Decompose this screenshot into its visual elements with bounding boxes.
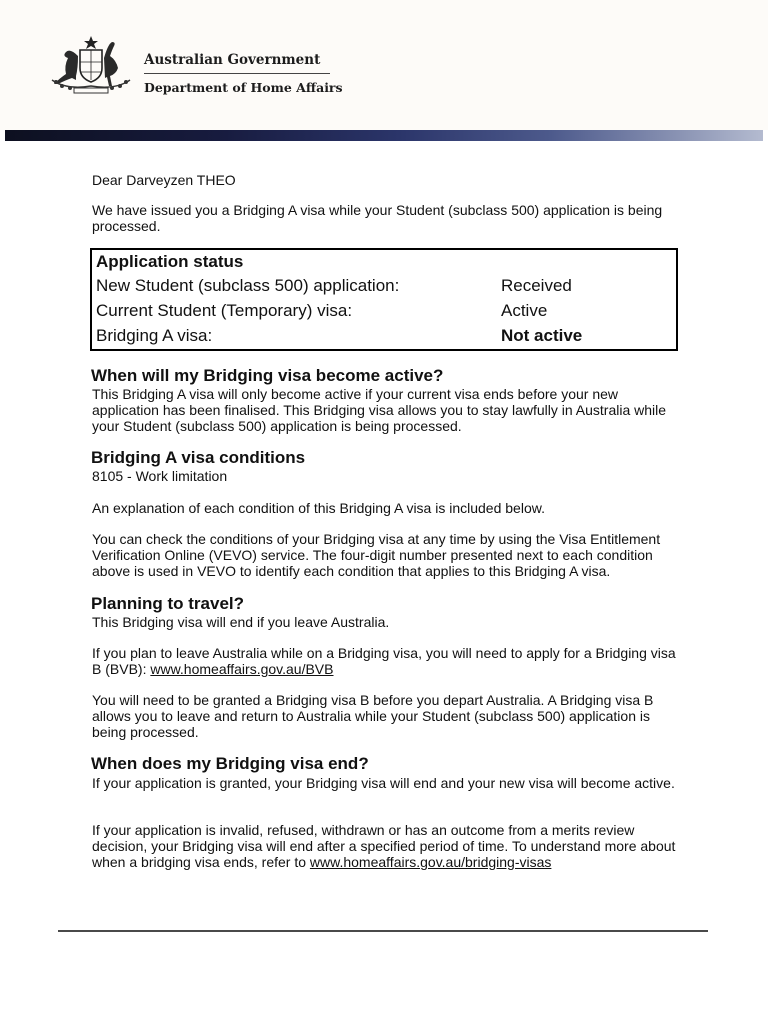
application-status-table: [90, 248, 678, 351]
vevo-paragraph: You can check the conditions of your Bridging visa at any time by using the Visa Entitlement Verification Online (VEVO) service. The four-digit number presented next to each condition above is used in VEVO to identify each condition that applies to this Bridging A visa.: [92, 531, 661, 579]
end-paragraph-2-text: If your application is invalid, refused, withdrawn or has an outcome from a merits review decision, your Bridging visa will end after a specified period of time. To understand more about when a bridging visa ends, refer to: [92, 822, 676, 870]
status-label-new-application: New Student (subclass 500) application:: [96, 276, 400, 295]
end-paragraph-2: [92, 822, 682, 870]
status-title: Application status: [96, 252, 244, 271]
greeting: Dear Darveyzen THEO: [92, 172, 236, 188]
coat-of-arms-icon: [46, 34, 136, 96]
bvb-link[interactable]: www.homeaffairs.gov.au/BVB: [150, 661, 334, 677]
travel-paragraph-1: This Bridging visa will end if you leave Australia.: [92, 614, 390, 630]
government-name: Australian Government: [144, 52, 321, 68]
heading-visa-conditions: Bridging A visa conditions: [91, 448, 306, 467]
travel-paragraph-2: [92, 645, 682, 677]
heading-become-active: When will my Bridging visa become active?: [91, 366, 444, 385]
status-value-current-visa: Active: [501, 301, 548, 320]
header-banner: [5, 130, 763, 141]
heading-planning-travel: Planning to travel?: [91, 594, 245, 613]
department-name: Department of Home Affairs: [144, 80, 343, 95]
intro-paragraph: We have issued you a Bridging A visa while your Student (subclass 500) application is being processed.: [92, 202, 663, 234]
bridging-visas-link[interactable]: www.homeaffairs.gov.au/bridging-visas: [309, 854, 552, 870]
status-label-current-visa: Current Student (Temporary) visa:: [96, 301, 353, 320]
active-paragraph: This Bridging A visa will only become active if your current visa ends before your new application has been finalised. This Bridging visa allows you to stay lawfully in Australia while your Student (subclass 500) application is being processed.: [92, 386, 667, 434]
letterhead: [0, 0, 768, 130]
heading-visa-end: When does my Bridging visa end?: [91, 754, 369, 773]
status-value-new-application: Received: [501, 276, 572, 295]
conditions-explanation: An explanation of each condition of this Bridging A visa is included below.: [92, 500, 545, 516]
footer-divider: [58, 930, 708, 932]
end-paragraph-1: If your application is granted, your Bridging visa will end and your new visa will become active.: [92, 775, 675, 791]
header-divider: [144, 73, 330, 74]
travel-paragraph-2-text: If you plan to leave Australia while on a Bridging visa, you will need to apply for a Bridging visa B (BVB):: [92, 645, 676, 677]
condition-item: 8105 - Work limitation: [92, 468, 228, 484]
travel-paragraph-3: You will need to be granted a Bridging visa B before you depart Australia. A Bridging visa B allows you to leave and return to Australia while your Student (subclass 500) application is being processed.: [92, 692, 654, 740]
status-value-bridging-visa: Not active: [501, 326, 583, 345]
status-label-bridging-visa: Bridging A visa:: [96, 326, 213, 345]
